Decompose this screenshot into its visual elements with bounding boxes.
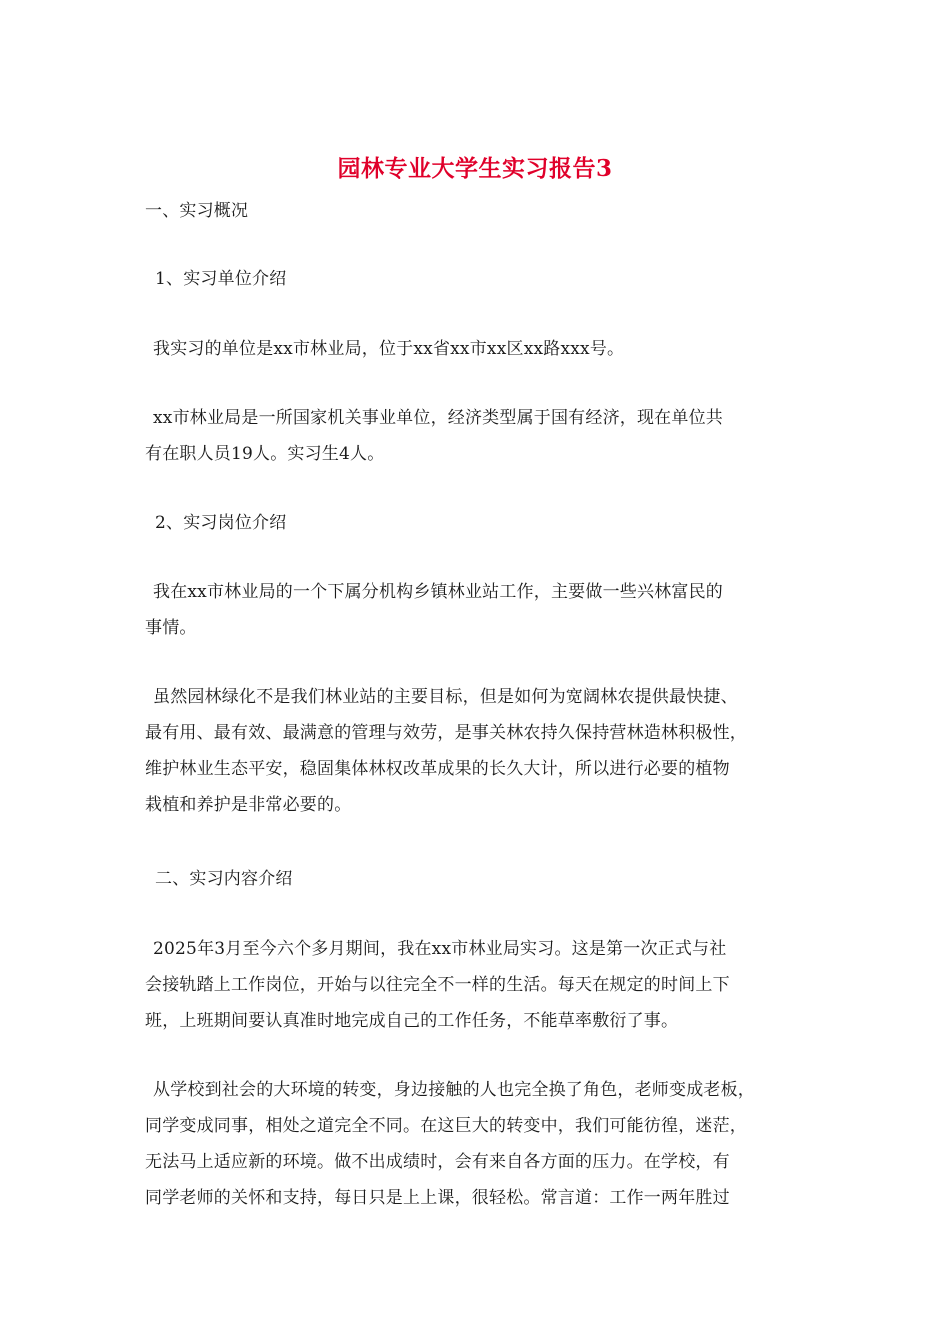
paragraph-line: 虽然园林绿化不是我们林业站的主要目标，但是如何为宽阔林农提供最快捷、 [153, 687, 738, 707]
document-title: 园林专业大学生实习报告3 [337, 155, 613, 182]
section-heading: 2、实习岗位介绍 [155, 513, 287, 533]
paragraph-line: 维护林业生态平安，稳固集体林权改革成果的长久大计，所以进行必要的植物 [145, 759, 730, 779]
paragraph-line: 2025年3月至今六个多月期间，我在xx市林业局实习。这是第一次正式与社 [153, 939, 727, 959]
paragraph-line: 从学校到社会的大环境的转变，身边接触的人也完全换了角色，老师变成老板， [153, 1080, 755, 1100]
paragraph-line: 会接轨踏上工作岗位，开始与以往完全不一样的生活。每天在规定的时间上下 [145, 975, 730, 995]
paragraph-line: xx市林业局是一所国家机关事业单位，经济类型属于国有经济，现在单位共 [153, 408, 723, 428]
paragraph-line: 我在xx市林业局的一个下属分机构乡镇林业站工作，主要做一些兴林富民的 [153, 582, 723, 602]
paragraph-line: 事情。 [145, 618, 197, 638]
section-heading: 一、实习概况 [145, 201, 249, 221]
section-heading: 二、实习内容介绍 [155, 869, 293, 889]
paragraph-line: 有在职人员19人。实习生4人。 [145, 444, 385, 464]
paragraph-line: 栽植和养护是非常必要的。 [145, 795, 352, 815]
paragraph-line: 最有用、最有效、最满意的管理与效劳，是事关林农持久保持营林造林积极性， [145, 723, 747, 743]
paragraph-line: 班，上班期间要认真准时地完成自己的工作任务，不能草率敷衍了事。 [145, 1011, 679, 1031]
paragraph-line: 我实习的单位是xx市林业局，位于xx省xx市xx区xx路xxx号。 [153, 339, 625, 359]
paragraph-line: 同学变成同事，相处之道完全不同。在这巨大的转变中，我们可能彷徨，迷茫， [145, 1116, 747, 1136]
paragraph-line: 无法马上适应新的环境。做不出成绩时，会有来自各方面的压力。在学校，有 [145, 1152, 730, 1172]
paragraph-line: 同学老师的关怀和支持，每日只是上上课，很轻松。常言道：工作一两年胜过 [145, 1188, 730, 1208]
section-heading: 1、实习单位介绍 [155, 269, 287, 289]
